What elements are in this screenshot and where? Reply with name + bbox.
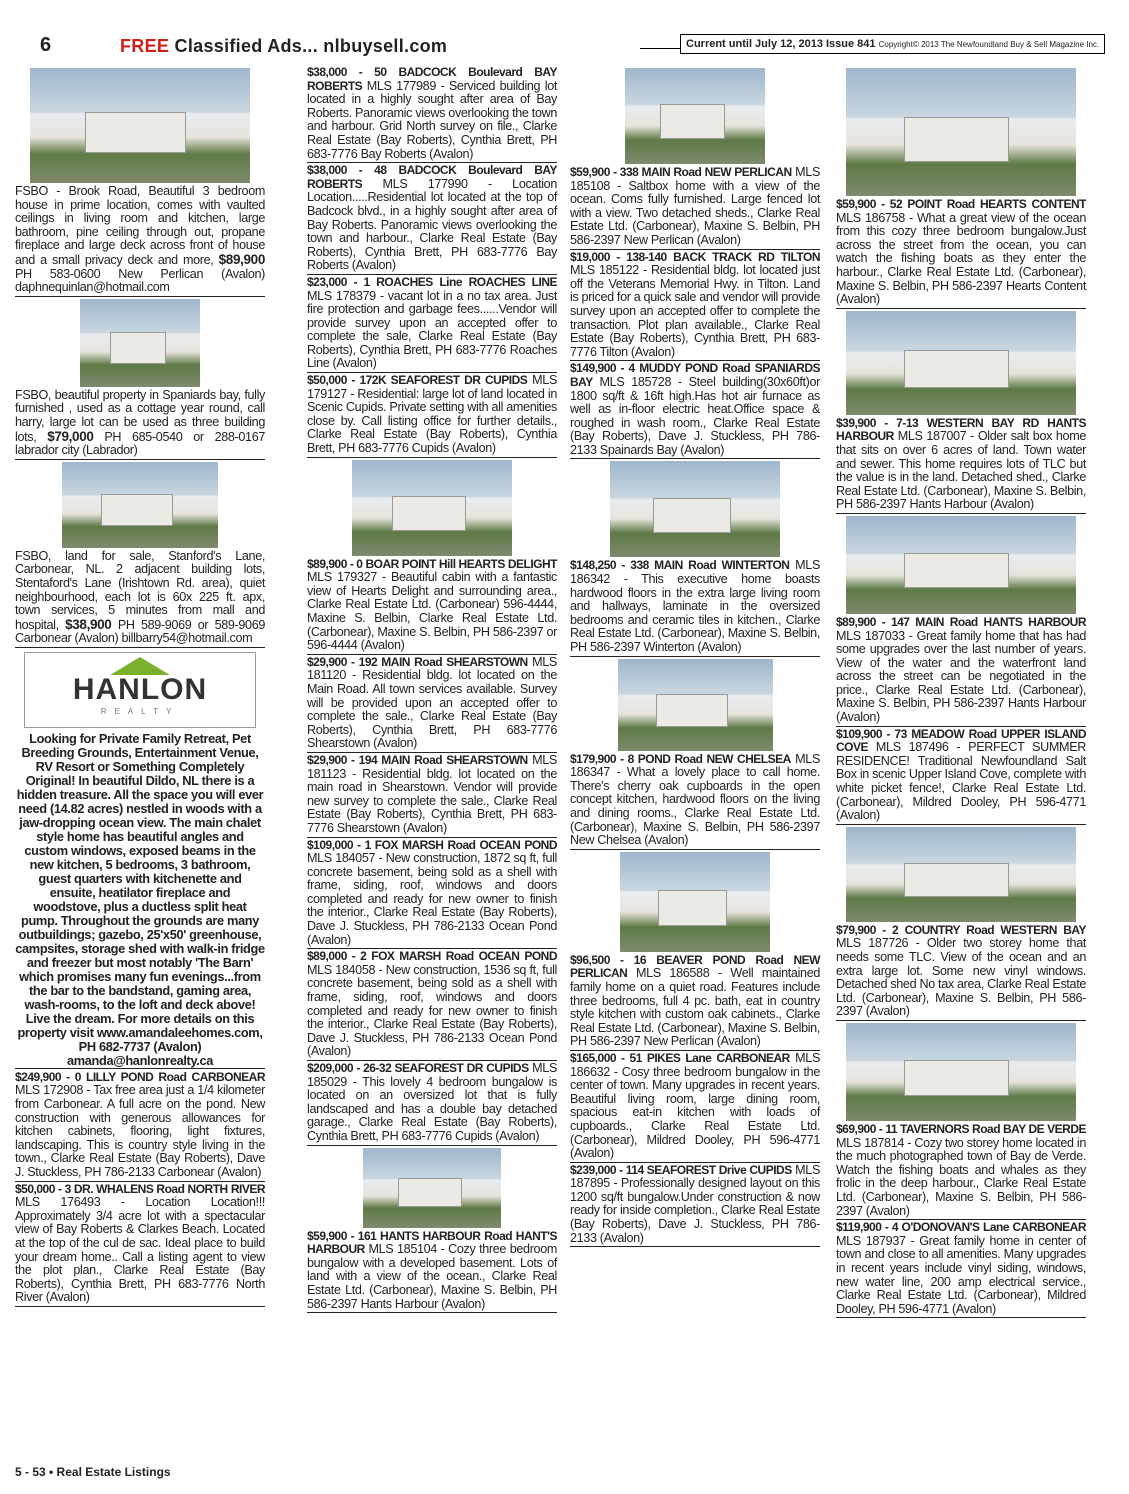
listing-body: MLS 187033 - Great family home that has had some upgrades over the last number of years. View of the water and the waterfront land across the street can be negotiated in the price., Clarke Real Estate Ltd. (Carbonear), Maxine S. Belbin, PH 586-2397 Hants Harbour (Avalon) (836, 628, 1086, 725)
listing-body: MLS 187007 - Older salt box home that sits on over 6 acres of land. Town water and sewer. This home requires lots of TLC but the value is in the land. Detached shed., Clarke Real Estate Ltd. (Carbonear), Maxine S. Belbin, PH 586-2397 Hants Harbour (Avalon) (836, 429, 1086, 512)
listing-ad (570, 166, 820, 250)
listing-body: MLS 181120 - Residential bldg. lot located on the Main Road. All town services available. Survey will be provided upon an accepted offer to complete the sale., Clarke Real Estate (Bay Roberts), Cynthia Brett, PH 683-7776 Shearstown (Avalon) (307, 654, 557, 751)
listing-title: $69,900 - 11 TAVERNORS Road BAY DE VERDE (836, 1121, 1086, 1136)
listing-title: $149,900 - 4 MUDDY POND Road SPANIARDS BAY (570, 361, 820, 389)
listing-photo (618, 659, 773, 751)
listing-price: $79,000 (47, 428, 94, 444)
listing-photo (363, 1148, 501, 1228)
listing-photo (846, 311, 1076, 415)
listing-title: $89,900 - 0 BOAR POINT Hill HEARTS DELIGHT (307, 556, 557, 571)
listing-body: MLS 186342 - This executive home boasts hardwood floors in the extra large living room and hallways, laminate in the oversized bedrooms and ceramic tiles in kitchen., Clarke Real Estate Ltd. (Carbonear), Maxine S. Belbin, PH 586-2397 Winterton (Avalon) (570, 558, 821, 655)
listing-ad (15, 185, 265, 297)
listing-ad (570, 1164, 820, 1248)
listing-ad (15, 550, 265, 648)
listing-ad (307, 950, 557, 1061)
listing-body: MLS 187496 - PERFECT SUMMER RESIDENCE! Traditional Newfoundland Salt Box in scenic Upper Island Cove, complete with white picket fence!, Clarke Real Estate Ltd. (Carbonear), Mildred Dooley, PH 596-4771 (Avalon) (836, 740, 1086, 823)
listing-title: $59,900 - 161 HANTS HARBOUR Road HANT'S HARBOUR (307, 1228, 557, 1257)
free-label: FREE (120, 36, 170, 56)
listing-contact: PH 685-0540 or 288-0167 labrador city (Labrador) (15, 429, 266, 458)
column-3 (570, 66, 820, 1248)
copyright: Copyright© 2013 The Newfoundland Buy & Sell Magazine Inc. (878, 40, 1100, 49)
listing-body: MLS 177989 - Serviced building lot located in a highly sought after area of Bay Roberts. Panoramic views overlooking the town and harbour. Grid North survey on file., Clarke Real Estate (Bay Roberts), Cynthia Brett, PH 683-7776 Bay Roberts (Avalon) (307, 78, 557, 161)
listing-title: $148,250 - 338 MAIN Road WINTERTON (570, 558, 790, 573)
listing-ad (307, 656, 557, 753)
listing-photo (846, 1023, 1076, 1121)
listing-ad (570, 954, 820, 1051)
listing-title: $96,500 - 16 BEAVER POND Road NEW PERLICAN (570, 952, 820, 981)
listing-ad (570, 753, 820, 850)
listing-body: MLS 178379 - vacant lot in a no tax area. Just fire protection and garbage fees......Vendor will provide survey upon an accepted offer to complete the sale, Clarke Real Estate (Bay Roberts), Cynthia Brett, PH 683-7776 Roaches Line (Avalon) (307, 288, 557, 371)
listing-ad (836, 616, 1086, 727)
listing-photo (846, 68, 1076, 196)
listing-photo (352, 460, 512, 556)
listing-ad (836, 1221, 1086, 1318)
issue-box (680, 34, 1105, 54)
listing-ad (15, 389, 265, 460)
listing-photo (846, 827, 1076, 922)
listing-ad (307, 1230, 557, 1314)
listing-body: MLS 179327 - Beautiful cabin with a fantastic view of Hearts Delight and surrounding area., Clarke Real Estate Ltd. (Carbonear) 596-4444, Maxine S. Belbin, Clarke Real Estate Ltd. (Carbonear), Maxine S. Belbin, PH 586-2397 or 596-4444 (Avalon) (307, 570, 557, 653)
listing-body: MLS 172908 - Tax free area just a 1/4 kilometer from Carbonear. A full acre on the pond. New construction with generous allowances for kitchen cabinets, flooring, light fixtures, landscaping. This is country style living in the town., Clarke Real Estate (Bay Roberts), Dave J. Stuckless, PH 786-2133 Carbonear (Avalon) (15, 1083, 265, 1180)
listing-body: MLS 176493 - Location Location!!! Approximately 3/4 acre lot with a spectacular view of Bay Roberts & Clarkes Beach. Located at the top of the cul de sac. Ideal place to build your dream home.. Call a listing agent to view the plot plan., Clarke Real Estate (Bay Roberts), Cynthia Brett, PH 683-7776 North River (Avalon) (15, 1195, 265, 1305)
listing-ad (15, 1071, 265, 1182)
listing-body: MLS 186347 - What a lovely place to call home. There's cherry oak cupboards in the open concept kitchen, hardwood floors on the living and dining rooms., Clarke Real Estate Ltd. (Carbonear), Maxine S. Belbin, PH 586-2397 New Chelsea (Avalon) (570, 751, 821, 848)
listing-body: MLS 185104 - Cozy three bedroom bungalow with a developed basement. Lots of land with a view of the ocean., Clarke Real Estate Ltd. (Carbonear), Maxine S. Belbin, PH 586-2397 Hants Harbour (Avalon) (307, 1242, 557, 1311)
divider (640, 48, 680, 49)
listing-photo (80, 299, 200, 387)
listing-title: $23,000 - 1 ROACHES Line ROACHES LINE (307, 274, 557, 289)
listing-title: $39,900 - 7-13 WESTERN BAY RD HANTS HARBOUR (836, 415, 1086, 444)
listing-title: $239,000 - 114 SEAFOREST Drive CUPIDS (570, 1162, 792, 1177)
page-number: 6 (40, 34, 52, 56)
listing-body: MLS 179127 - Residential: large lot of land located in Scenic Cupids. Private setting with all amenities close by. Call listing office for further details., Clarke Real Estate (Bay Roberts), Cynthia Brett, PH 683-7776 Cupids (Avalon) (307, 373, 557, 456)
listing-ad (307, 1062, 557, 1146)
column-4 (836, 66, 1086, 1319)
listing-ad (836, 198, 1086, 309)
listing-photo (610, 461, 780, 557)
listing-ad (307, 66, 557, 163)
listing-body: MLS 184057 - New construction, 1872 sq ft, full concrete basement, being sold as a shell with frame, siding, roof, windows and doors completed and ready for new owner to finish the interior., Clarke Real Estate (Bay Roberts), Dave J. Stuckless, PH 786-2133 Ocean Pond (Avalon) (307, 851, 557, 947)
listing-body: MLS 185029 - This lovely 4 bedroom bungalow is located on an oversized lot that is fully landscaped and has a double bay detached garage., Clarke Real Estate (Bay Roberts), Cynthia Brett, PH 683-7776 Cupids (Avalon) (307, 1061, 558, 1143)
listing-ad (836, 728, 1086, 825)
section-footer: 5 - 53 • Real Estate Listings (15, 1465, 171, 1479)
listing-title: $209,000 - 26-32 SEAFOREST DR CUPIDS (307, 1061, 529, 1075)
masthead (120, 36, 447, 57)
listing-photo (620, 852, 770, 952)
promo-ad: Looking for Private Family Retreat, Pet Breeding Grounds, Entertainment Venue, RV Resort or Something Completely Original! In beautiful Dildo, NL there is a hidden treasure. All the space you will ever need (14.82 acres) nestled in woods with a jaw-dropping ocean view. The main chalet style home has beautiful angles and custom windows, exposed beams in the new kitchen, 5 bedrooms, 3 bathroom, guest quarters with kitchenette and ensuite, heatilator fireplace and woodstove, plus a ductless split heat pump. Throughout the grounds are many outbuildings; gazebo, 25'x50' greenhouse, campsites, storage shed with walk-in fridge and freezer but most notably 'The Barn' which promises many fun evenings...from the bar to the bandstand, gaming area, wash-rooms, to the loft and deck above! Live the dream. For more details on this property visit www.amandaleehomes.com, PH 682-7737 (Avalon) amanda@hanlonrealty.ca (15, 730, 265, 1068)
listing-text: FSBO - Brook Road, Beautiful 3 bedroom house in prime location, comes with vaulted ceilings in living room and kitchen, large bathroom, pine ceiling through out, propane fireplace and large deck across front of house and a small privacy deck and more, (15, 184, 265, 267)
listing-photo (62, 462, 218, 548)
listing-title: $109,000 - 1 FOX MARSH Road OCEAN POND (307, 837, 557, 852)
listing-ad (307, 558, 557, 655)
listing-body: MLS 177990 - Location Location.....Residential lot located at the top of Badcock blvd., in a highly sought after area of Bay Roberts. Panoramic views overlooking the town and harbour., Clarke Real Estate (Bay Roberts), Cynthia Brett, PH 683-7776 Bay Roberts (Avalon) (307, 176, 557, 273)
listing-ad (836, 924, 1086, 1021)
listing-contact: PH 583-0600 New Perlican (Avalon) daphnequinlan@hotmail.com (15, 266, 265, 295)
listing-body: MLS 186588 - Well maintained family home on a quiet road. Features include three bedrooms, full 4 pc. bath, eat in country style kitchen with custom oak cabinets., Clarke Real Estate Ltd. (Carbonear), Maxine S. Belbin, PH 586-2397 New Perlican (Avalon) (570, 966, 820, 1049)
listing-title: $89,000 - 2 FOX MARSH Road OCEAN POND (307, 949, 557, 964)
logo-name: HANLON (72, 672, 208, 706)
listing-body: MLS 187814 - Cozy two storey home located in the much photographed town of Bay de Verde. Watch the fishing boats and whales as they frolic in the deep harbour., Clarke Real Estate Ltd. (Carbonear), Maxine S. Belbin, PH 586-2397 (Avalon) (836, 1135, 1086, 1218)
listing-title: $179,900 - 8 POND Road NEW CHELSEA (570, 751, 791, 766)
listing-title: $29,900 - 194 MAIN Road SHEARSTOWN (307, 752, 528, 767)
listing-ad (307, 754, 557, 838)
listing-title: $50,000 - 3 DR. WHALENS Road NORTH RIVER (15, 1181, 265, 1196)
listing-title: $38,000 - 50 BADCOCK Boulevard BAY ROBERTS (307, 65, 557, 93)
listing-title: $249,900 - 0 LILLY POND Road CARBONEAR (15, 1069, 265, 1084)
listing-title: $50,000 - 172K SEAFOREST DR CUPIDS (307, 373, 528, 388)
listing-photo (846, 516, 1076, 614)
listing-body: MLS 185728 - Steel building(30x60ft)or 1800 sq/ft & 16ft high.Has hot air furnace as well as in-floor electric heat.Office space & roughed in wash room., Clarke Real Estate (Bay Roberts), Dave J. Stuckless, PH 786-2133 Spainards Bay (Avalon) (570, 374, 820, 457)
listing-body: MLS 187937 - Great family home in center of town and close to all amenities. Many upgrades in recent years include vinyl siding, windows, new water line, 200 amp electrical service., Clarke Real Estate Ltd. (Carbonear), Mildred Dooley, PH 596-4771 (Avalon) (836, 1233, 1086, 1316)
listing-price: $89,900 (218, 251, 265, 267)
listing-body: MLS 187726 - Older two storey home that needs some TLC. View of the ocean and an extra large lot. Some new vinyl windows. Detached shed No tax area, Clarke Real Estate Ltd. (Carbonear), Maxine S. Belbin, PH 586-2397 (Avalon) (836, 936, 1086, 1019)
column-1 (15, 66, 265, 1308)
listing-photo (30, 68, 250, 183)
listing-ad (570, 1052, 820, 1163)
listing-body: MLS 186632 - Cosy three bedroom bungalow in the center of town. Many upgrades in recent years. Beautiful living room, large dining room, spacious eat-in kitchen with loads of cupboards., Clarke Real Estate Ltd. (Carbonear), Mildred Dooley, PH 596-4771 (Avalon) (570, 1050, 820, 1161)
issue-info: Current until July 12, 2013 Issue 841 (686, 38, 876, 50)
listing-title: $119,900 - 4 O'DONOVAN'S Lane CARBONEAR (836, 1220, 1086, 1235)
listing-ad (307, 164, 557, 275)
listing-title: $59,900 - 338 MAIN Road NEW PERLICAN (570, 165, 792, 179)
listing-title: $59,900 - 52 POINT Road HEARTS CONTENT (836, 197, 1086, 211)
listing-title: $165,000 - 51 PIKES Lane CARBONEAR (570, 1050, 790, 1065)
listing-ad (307, 276, 557, 373)
listing-body: MLS 187895 - Professionally designed layout on this 1200 sq/ft bungalow.Under construction & now ready for inside completion., Clarke Real Estate (Bay Roberts), Dave J. Stuckless, PH 786-2133 (Avalon) (570, 1162, 820, 1245)
listing-ad (570, 362, 820, 459)
listing-ad (307, 839, 557, 950)
listing-title: $109,900 - 73 MEADOW Road UPPER ISLAND COVE (836, 726, 1086, 755)
listing-text: FSBO, land for sale, Stanford's Lane, Carbonear, NL. 2 adjacent building lots, Stentaford's Lane (Irishtown Rd. area), quiet neighbourhood, each lot is 60x 225 ft. apx, town services, 5 minutes from mall and hospital, (15, 548, 265, 632)
listing-photo (625, 68, 765, 164)
listing-title: $89,900 - 147 MAIN Road HANTS HARBOUR (836, 614, 1086, 629)
column-2 (307, 66, 557, 1314)
listing-ad (570, 559, 820, 656)
logo-sub: REALTY (100, 706, 180, 716)
listing-ad (307, 374, 557, 458)
listing-ad (570, 251, 820, 362)
listing-body: MLS 181123 - Residential bldg. lot located on the main road in Shearstown. Vendor will provide new survey to complete the sale., Clarke Real Estate (Bay Roberts), Cynthia Brett, PH 683-7776 Shearstown (Avalon) (307, 752, 557, 835)
listing-title: $29,900 - 192 MAIN Road SHEARSTOWN (307, 654, 528, 669)
listing-body: MLS 186758 - What a great view of the ocean from this cozy three bedroom bungalow.Just across the street from the ocean, you can watch the fishing boats as they enter the harbour., Clarke Real Estate Ltd. (Carbonear), Maxine S. Belbin, PH 586-2397 Hearts Content (Avalon) (836, 210, 1086, 307)
listing-text: FSBO, beautiful property in Spaniards bay, fully furnished , used as a cottage year round, call harry, large lot can be used as three building lots, (15, 387, 265, 444)
listing-ad (836, 417, 1086, 514)
hanlon-realty-logo (24, 652, 256, 728)
listing-body: MLS 184058 - New construction, 1536 sq ft, full concrete basement, being sold as a shell with frame, siding, roof, windows and doors completed and ready for new owner to finish the interior., Clarke Real Estate (Bay Roberts), Dave J. Stuckless, PH 786-2133 Ocean Pond (Avalon) (307, 962, 557, 1059)
listing-body: MLS 185108 - Saltbox home with a view of the ocean. Coms fully furnished. Large fenced lot with a view. Two detached sheds., Clarke Real Estate Ltd. (Carbonear), Maxine S. Belbin, PH 586-2397 New Perlican (Avalon) (570, 165, 820, 247)
listing-ad (836, 1123, 1086, 1220)
listing-ad (15, 1183, 265, 1307)
listing-body: MLS 185122 - Residential bldg. lot located just off the Veterans Memorial Hwy. in Tilton. Land is priced for a quick sale and vendor will provide survey upon an accepted offer to complete the transaction. Plot plan available., Clarke Real Estate (Bay Roberts), Cynthia Brett, PH 683-7776 Tilton (Avalon) (570, 263, 820, 359)
listing-title: $38,000 - 48 BADCOCK Boulevard BAY ROBERTS (307, 163, 557, 191)
listing-title: $79,900 - 2 COUNTRY Road WESTERN BAY (836, 922, 1086, 937)
listing-contact: PH 589-9069 or 589-9069 Carbonear (Avalon) billbarry54@hotmail.com (15, 617, 266, 646)
brand-title: Classified Ads... nlbuysell.com (174, 36, 448, 56)
listing-title: $19,000 - 138-140 BACK TRACK RD TILTON (570, 249, 820, 264)
listing-price: $38,900 (65, 616, 112, 632)
